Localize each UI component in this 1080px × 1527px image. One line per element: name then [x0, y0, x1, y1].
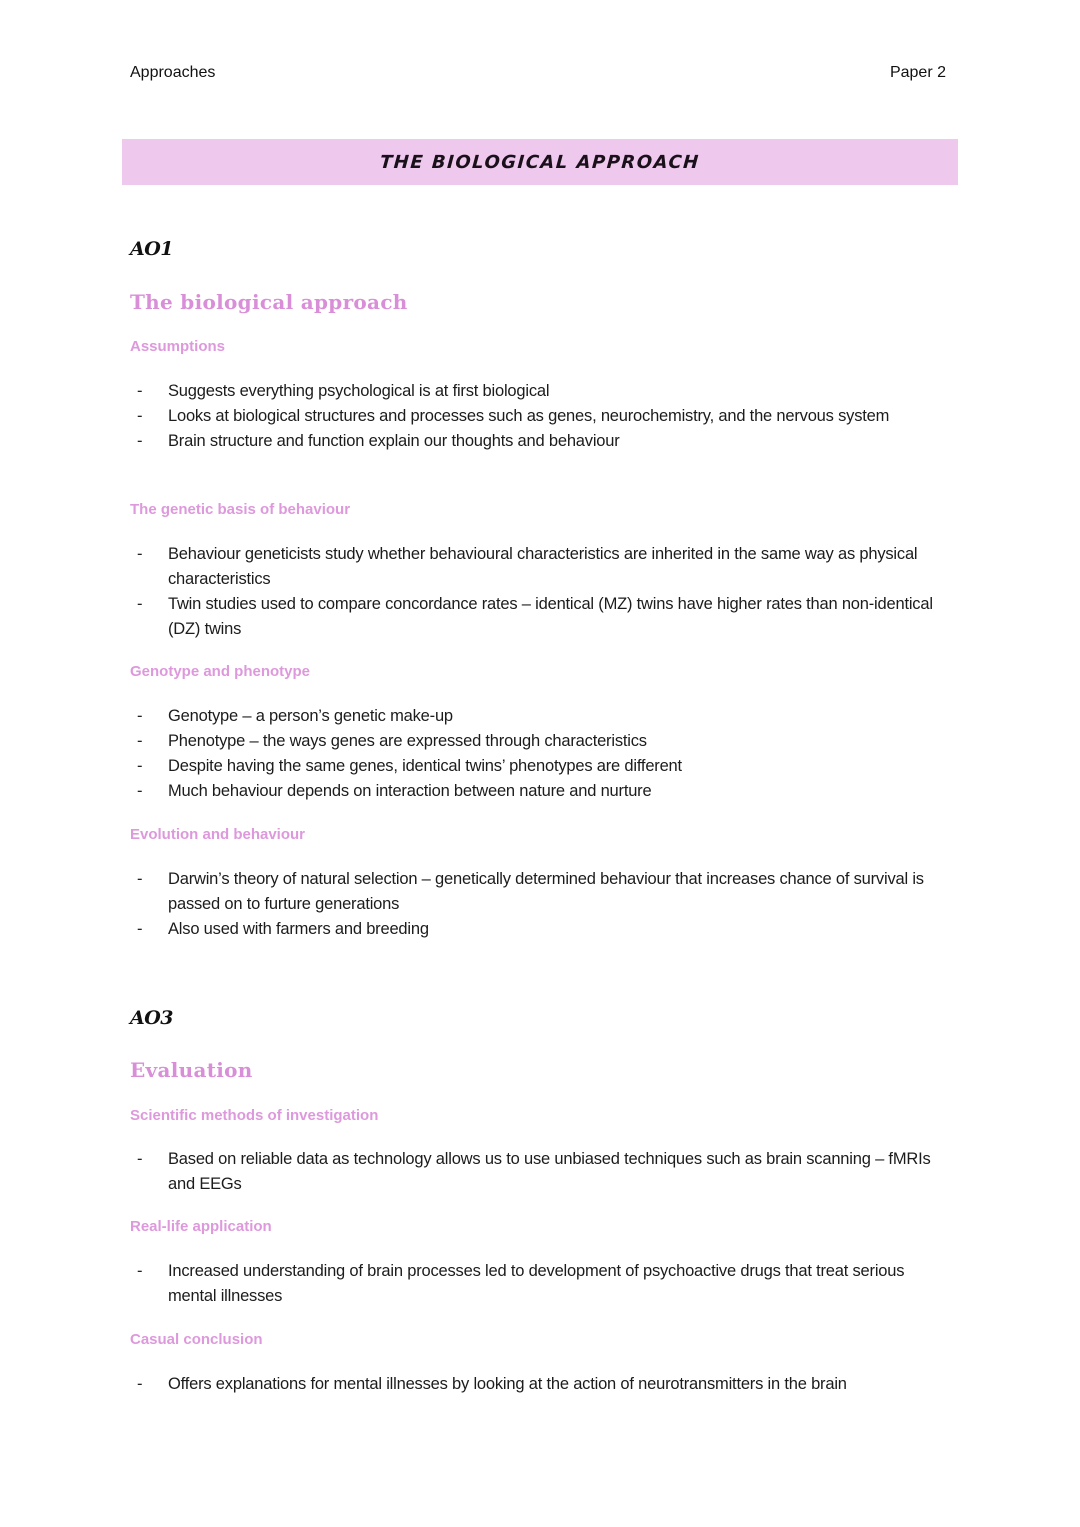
subheading: Genotype and phenotype [130, 663, 311, 680]
title-banner [122, 139, 958, 185]
list-item: - Darwin’s theory of natural selection – genetically determined behaviour that increases chance of survival is passed on to furture generations [130, 867, 950, 917]
ao3-title-block [130, 1058, 950, 1082]
list-item: - Phenotype – the ways genes are expressed through characteristics [130, 729, 950, 754]
ao3-sub-1 [130, 1218, 950, 1235]
list-item: - Offers explanations for mental illnesses by looking at the action of neurotransmitters in the brain [130, 1372, 950, 1397]
ao3-section-title: Evaluation [130, 1058, 253, 1082]
ao1-sub-3 [130, 826, 950, 843]
ao1-section-title: The biological approach [130, 290, 408, 314]
list-item: - Behaviour geneticists study whether behavioural characteristics are inherited in the same way as physical characteristics [130, 542, 950, 592]
ao3-sub-0 [130, 1107, 950, 1124]
list-item: - Looks at biological structures and processes such as genes, neurochemistry, and the nervous system [130, 404, 950, 429]
ao1-label-block [130, 238, 950, 260]
subheading: Casual conclusion [130, 1331, 263, 1348]
subheading: Scientific methods of investigation [130, 1107, 379, 1124]
header-left: Approaches [130, 64, 216, 81]
subheading: Evolution and behaviour [130, 826, 306, 843]
ao1-sub-2 [130, 663, 950, 680]
ao3-list-0 [130, 1147, 950, 1197]
list-item: - Brain structure and function explain our thoughts and behaviour [130, 429, 950, 454]
list-item: - Based on reliable data as technology allows us to use unbiased techniques such as brain scanning – fMRIs and EEGs [130, 1147, 950, 1197]
ao1-sub-1 [130, 501, 950, 518]
ao1-title-block [130, 290, 950, 314]
ao3-sub-2 [130, 1331, 950, 1348]
list-item: - Much behaviour depends on interaction between nature and nurture [130, 779, 950, 804]
ao3-label-block [130, 1007, 950, 1029]
list-item: - Genotype – a person’s genetic make-up [130, 704, 950, 729]
list-item: - Increased understanding of brain processes led to development of psychoactive drugs that treat serious mental illnesses [130, 1259, 950, 1309]
ao1-label: AO1 [130, 238, 174, 260]
subheading: Assumptions [130, 338, 226, 355]
ao3-list-2 [130, 1372, 950, 1397]
ao1-list-1 [130, 542, 950, 642]
list-item: - Also used with farmers and breeding [130, 917, 950, 942]
ao1-list-2 [130, 704, 950, 804]
ao1-list-0 [130, 379, 950, 454]
ao3-label: AO3 [130, 1007, 174, 1029]
page-header [130, 64, 946, 82]
list-item: - Despite having the same genes, identical twins’ phenotypes are different [130, 754, 950, 779]
subheading: Real-life application [130, 1218, 272, 1235]
ao3-list-1 [130, 1259, 950, 1309]
header-right: Paper 2 [889, 64, 946, 81]
ao1-list-3 [130, 867, 950, 942]
subheading: The genetic basis of behaviour [130, 501, 351, 518]
banner-title: THE BIOLOGICAL APPROACH [379, 151, 701, 173]
ao1-sub-0 [130, 338, 950, 355]
list-item: - Suggests everything psychological is at first biological [130, 379, 950, 404]
list-item: - Twin studies used to compare concordance rates – identical (MZ) twins have higher rates than non-identical (DZ) twins [130, 592, 950, 642]
